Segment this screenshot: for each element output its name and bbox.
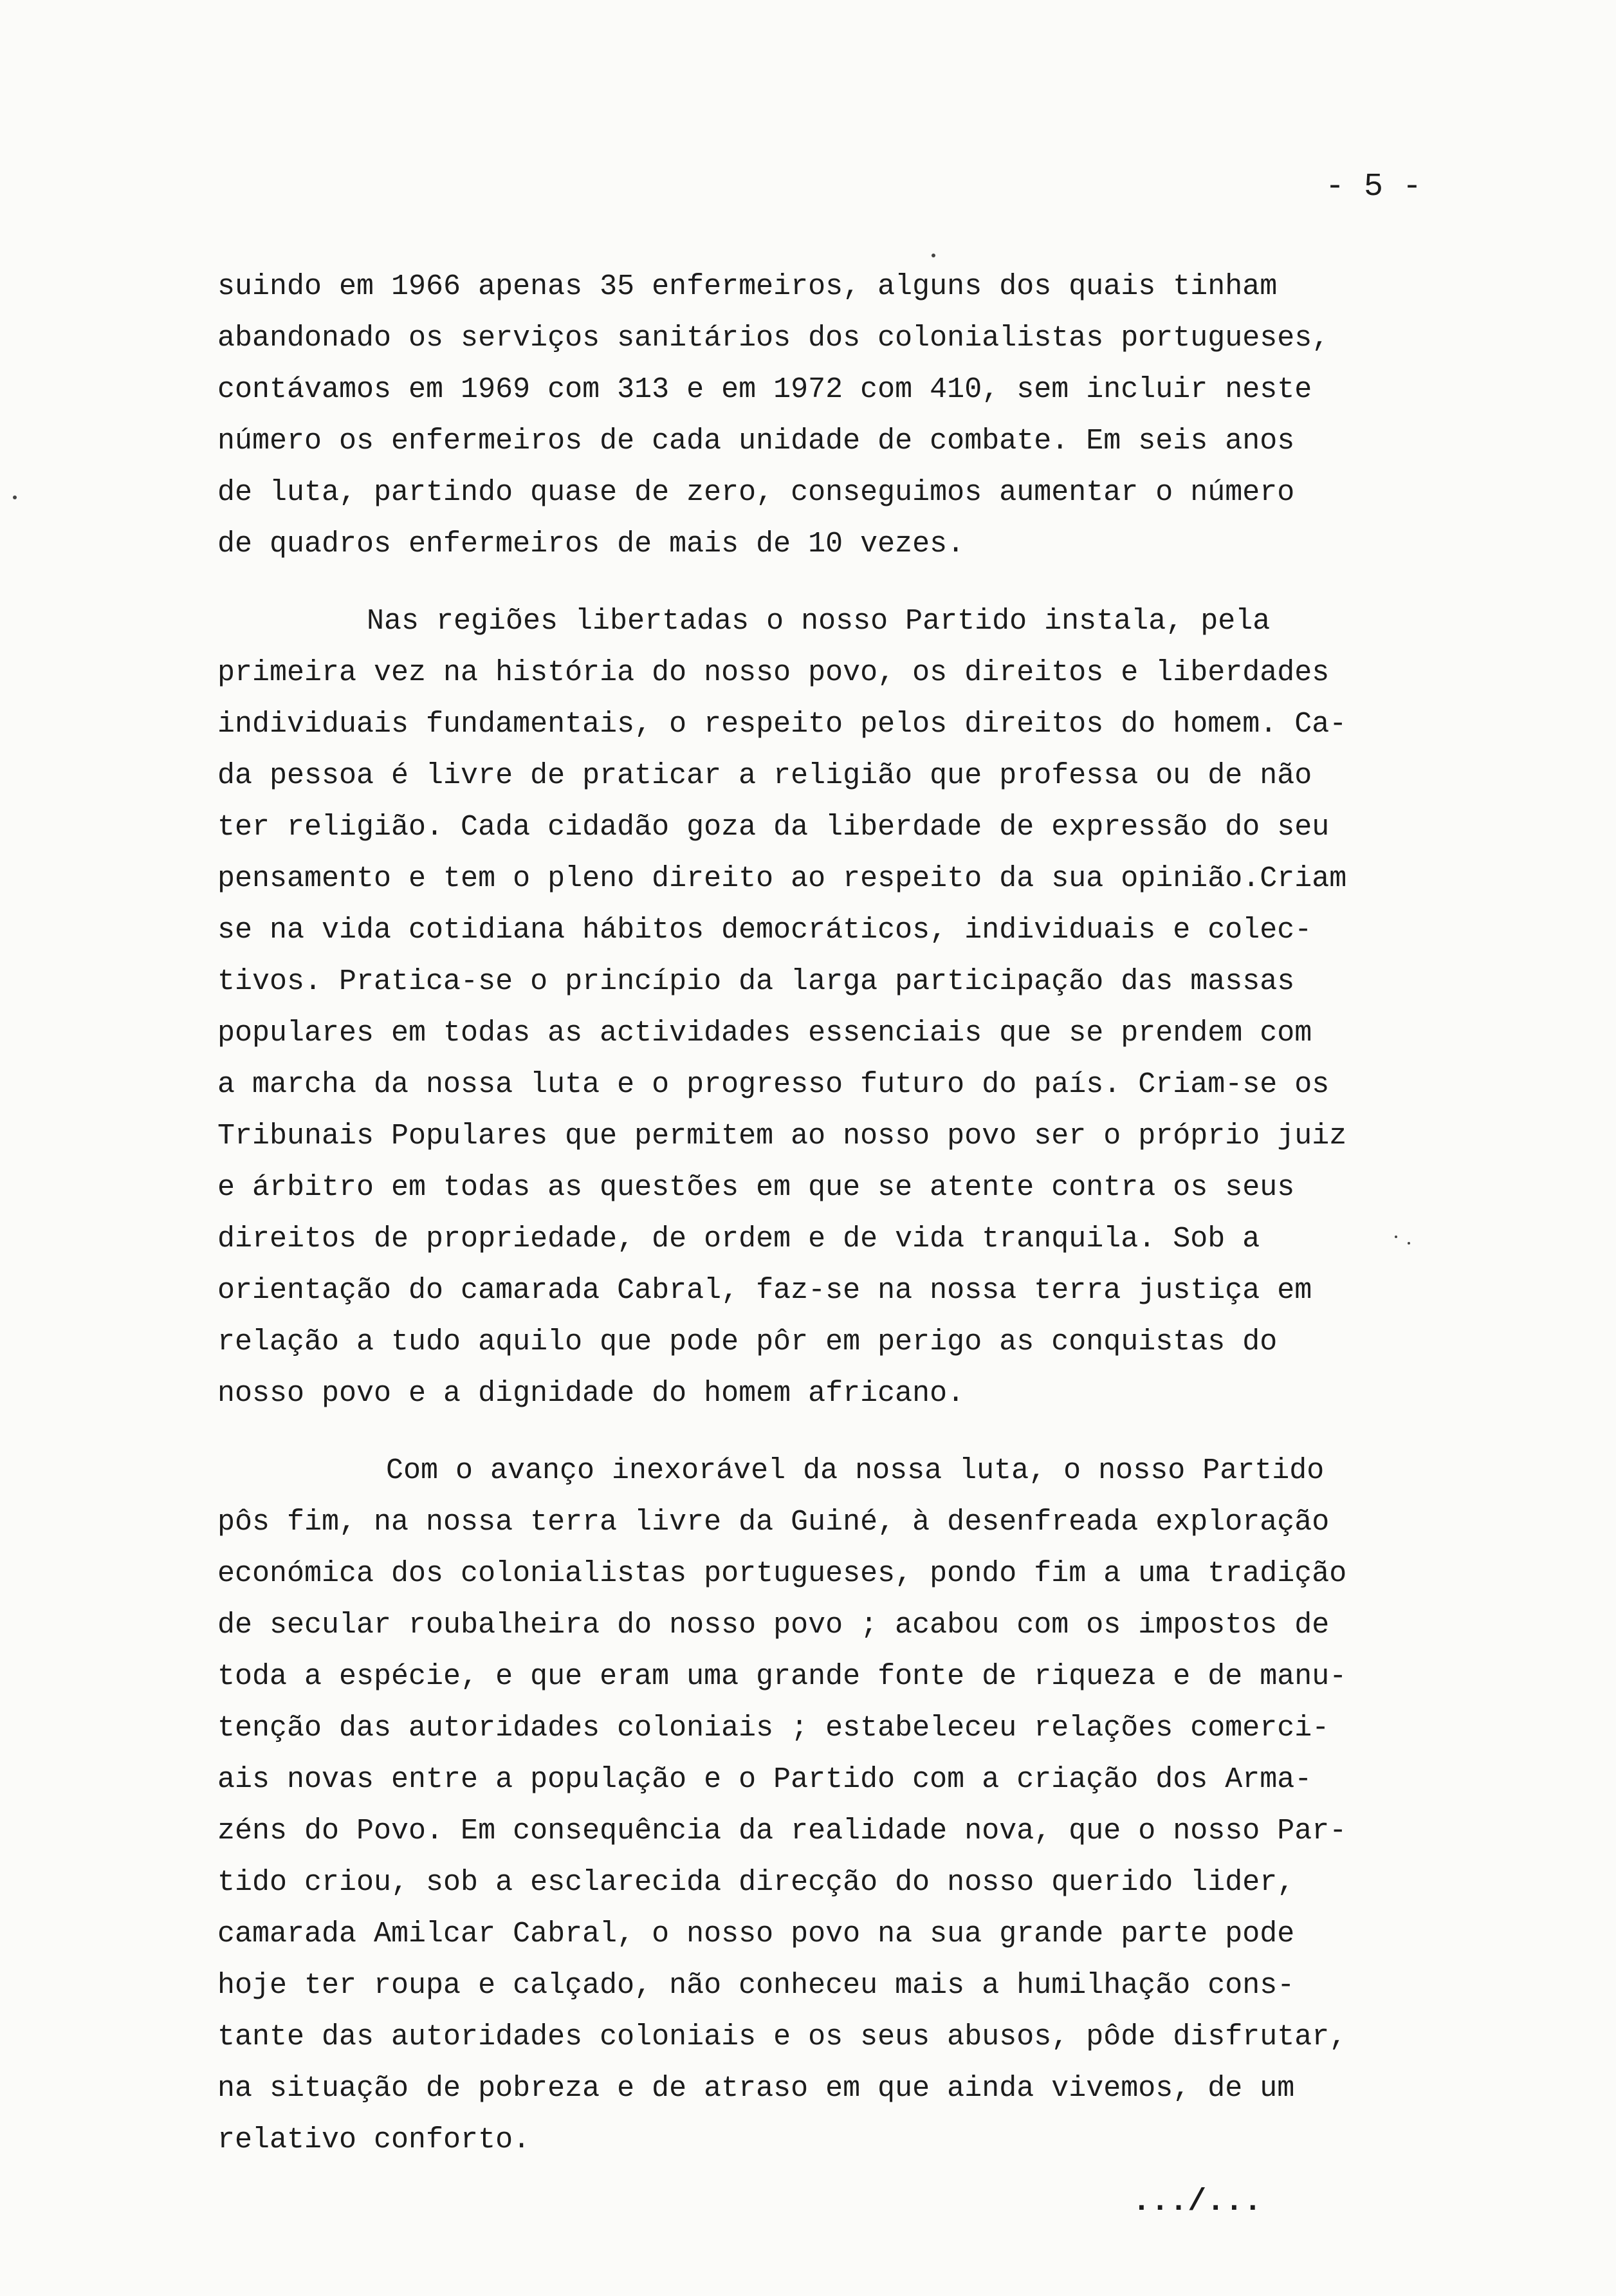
continuation-mark: .../...: [1132, 2185, 1262, 2219]
text-line: económica dos colonialistas portugueses, pondo fim a uma tradição: [217, 1557, 1347, 1590]
body-text: [217, 261, 1472, 2166]
text-line: suindo em 1966 apenas 35 enfermeiros, alguns dos quais tinham: [217, 270, 1278, 303]
text-line: de secular roubalheira do nosso povo ; acabou com os impostos de: [217, 1609, 1330, 1642]
text-line: Nas regiões libertadas o nosso Partido instala, pela: [367, 605, 1271, 638]
text-line: ais novas entre a população e o Partido com a criação dos Arma-: [217, 1763, 1312, 1796]
scan-speck: [1395, 1236, 1397, 1238]
text-line: ter religião. Cada cidadão goza da liberdade de expressão do seu: [217, 811, 1330, 844]
page-number: - 5 -: [1325, 169, 1422, 205]
text-line: individuais fundamentais, o respeito pelos direitos do homem. Ca-: [217, 708, 1347, 741]
text-line: contávamos em 1969 com 313 e em 1972 com 410, sem incluir neste: [217, 373, 1312, 406]
text-line: zéns do Povo. Em consequência da realidade nova, que o nosso Par-: [217, 1815, 1347, 1847]
text-line: orientação do camarada Cabral, faz-se na nossa terra justiça em: [217, 1274, 1312, 1307]
text-line: tante das autoridades coloniais e os seus abusos, pôde disfrutar,: [217, 2021, 1347, 2053]
scan-speck: [932, 254, 935, 257]
text-line: de quadros enfermeiros de mais de 10 vezes.: [217, 528, 965, 560]
text-line: nosso povo e a dignidade do homem africano.: [217, 1377, 965, 1410]
text-line: de luta, partindo quase de zero, conseguimos aumentar o número: [217, 476, 1295, 509]
text-line: direitos de propriedade, de ordem e de vida tranquila. Sob a: [217, 1223, 1260, 1255]
scan-speck: [1408, 1242, 1410, 1245]
text-line: hoje ter roupa e calçado, não conheceu mais a humilhação cons-: [217, 1969, 1295, 2002]
text-line: na situação de pobreza e de atraso em que ainda vivemos, de um: [217, 2072, 1295, 2105]
text-line: Tribunais Populares que permitem ao nosso povo ser o próprio juiz: [217, 1120, 1347, 1153]
text-line: tenção das autoridades coloniais ; estabeleceu relações comerci-: [217, 1712, 1330, 1745]
text-line: e árbitro em todas as questões em que se atente contra os seus: [217, 1171, 1295, 1204]
text-line: Com o avanço inexorável da nossa luta, o nosso Partido: [386, 1454, 1325, 1487]
text-line: se na vida cotidiana hábitos democráticos, individuais e colec-: [217, 914, 1312, 947]
text-line: abandonado os serviços sanitários dos colonialistas portugueses,: [217, 322, 1330, 355]
text-line: toda a espécie, e que eram uma grande fonte de riqueza e de manu-: [217, 1660, 1347, 1693]
text-line: a marcha da nossa luta e o progresso futuro do país. Criam-se os: [217, 1068, 1330, 1101]
text-line: tivos. Pratica-se o princípio da larga participação das massas: [217, 965, 1295, 998]
paragraph-3: [217, 1445, 1472, 2166]
text-line: tido criou, sob a esclarecida direcção do nosso querido lider,: [217, 1866, 1295, 1899]
text-line: relação a tudo aquilo que pode pôr em perigo as conquistas do: [217, 1326, 1278, 1358]
text-line: populares em todas as actividades essenciais que se prendem com: [217, 1017, 1312, 1050]
text-line: pôs fim, na nossa terra livre da Guiné, à desenfreada exploração: [217, 1506, 1330, 1539]
paragraph-1: [217, 261, 1472, 570]
text-line: da pessoa é livre de praticar a religião que professa ou de não: [217, 759, 1312, 792]
paragraph-2: [217, 596, 1472, 1420]
text-line: número os enfermeiros de cada unidade de combate. Em seis anos: [217, 425, 1295, 458]
text-line: pensamento e tem o pleno direito ao respeito da sua opinião.Criam: [217, 862, 1347, 895]
text-line: camarada Amilcar Cabral, o nosso povo na sua grande parte pode: [217, 1918, 1295, 1950]
text-line: primeira vez na história do nosso povo, os direitos e liberdades: [217, 656, 1330, 689]
text-line: relativo conforto.: [217, 2124, 531, 2156]
scan-speck: [13, 495, 17, 499]
